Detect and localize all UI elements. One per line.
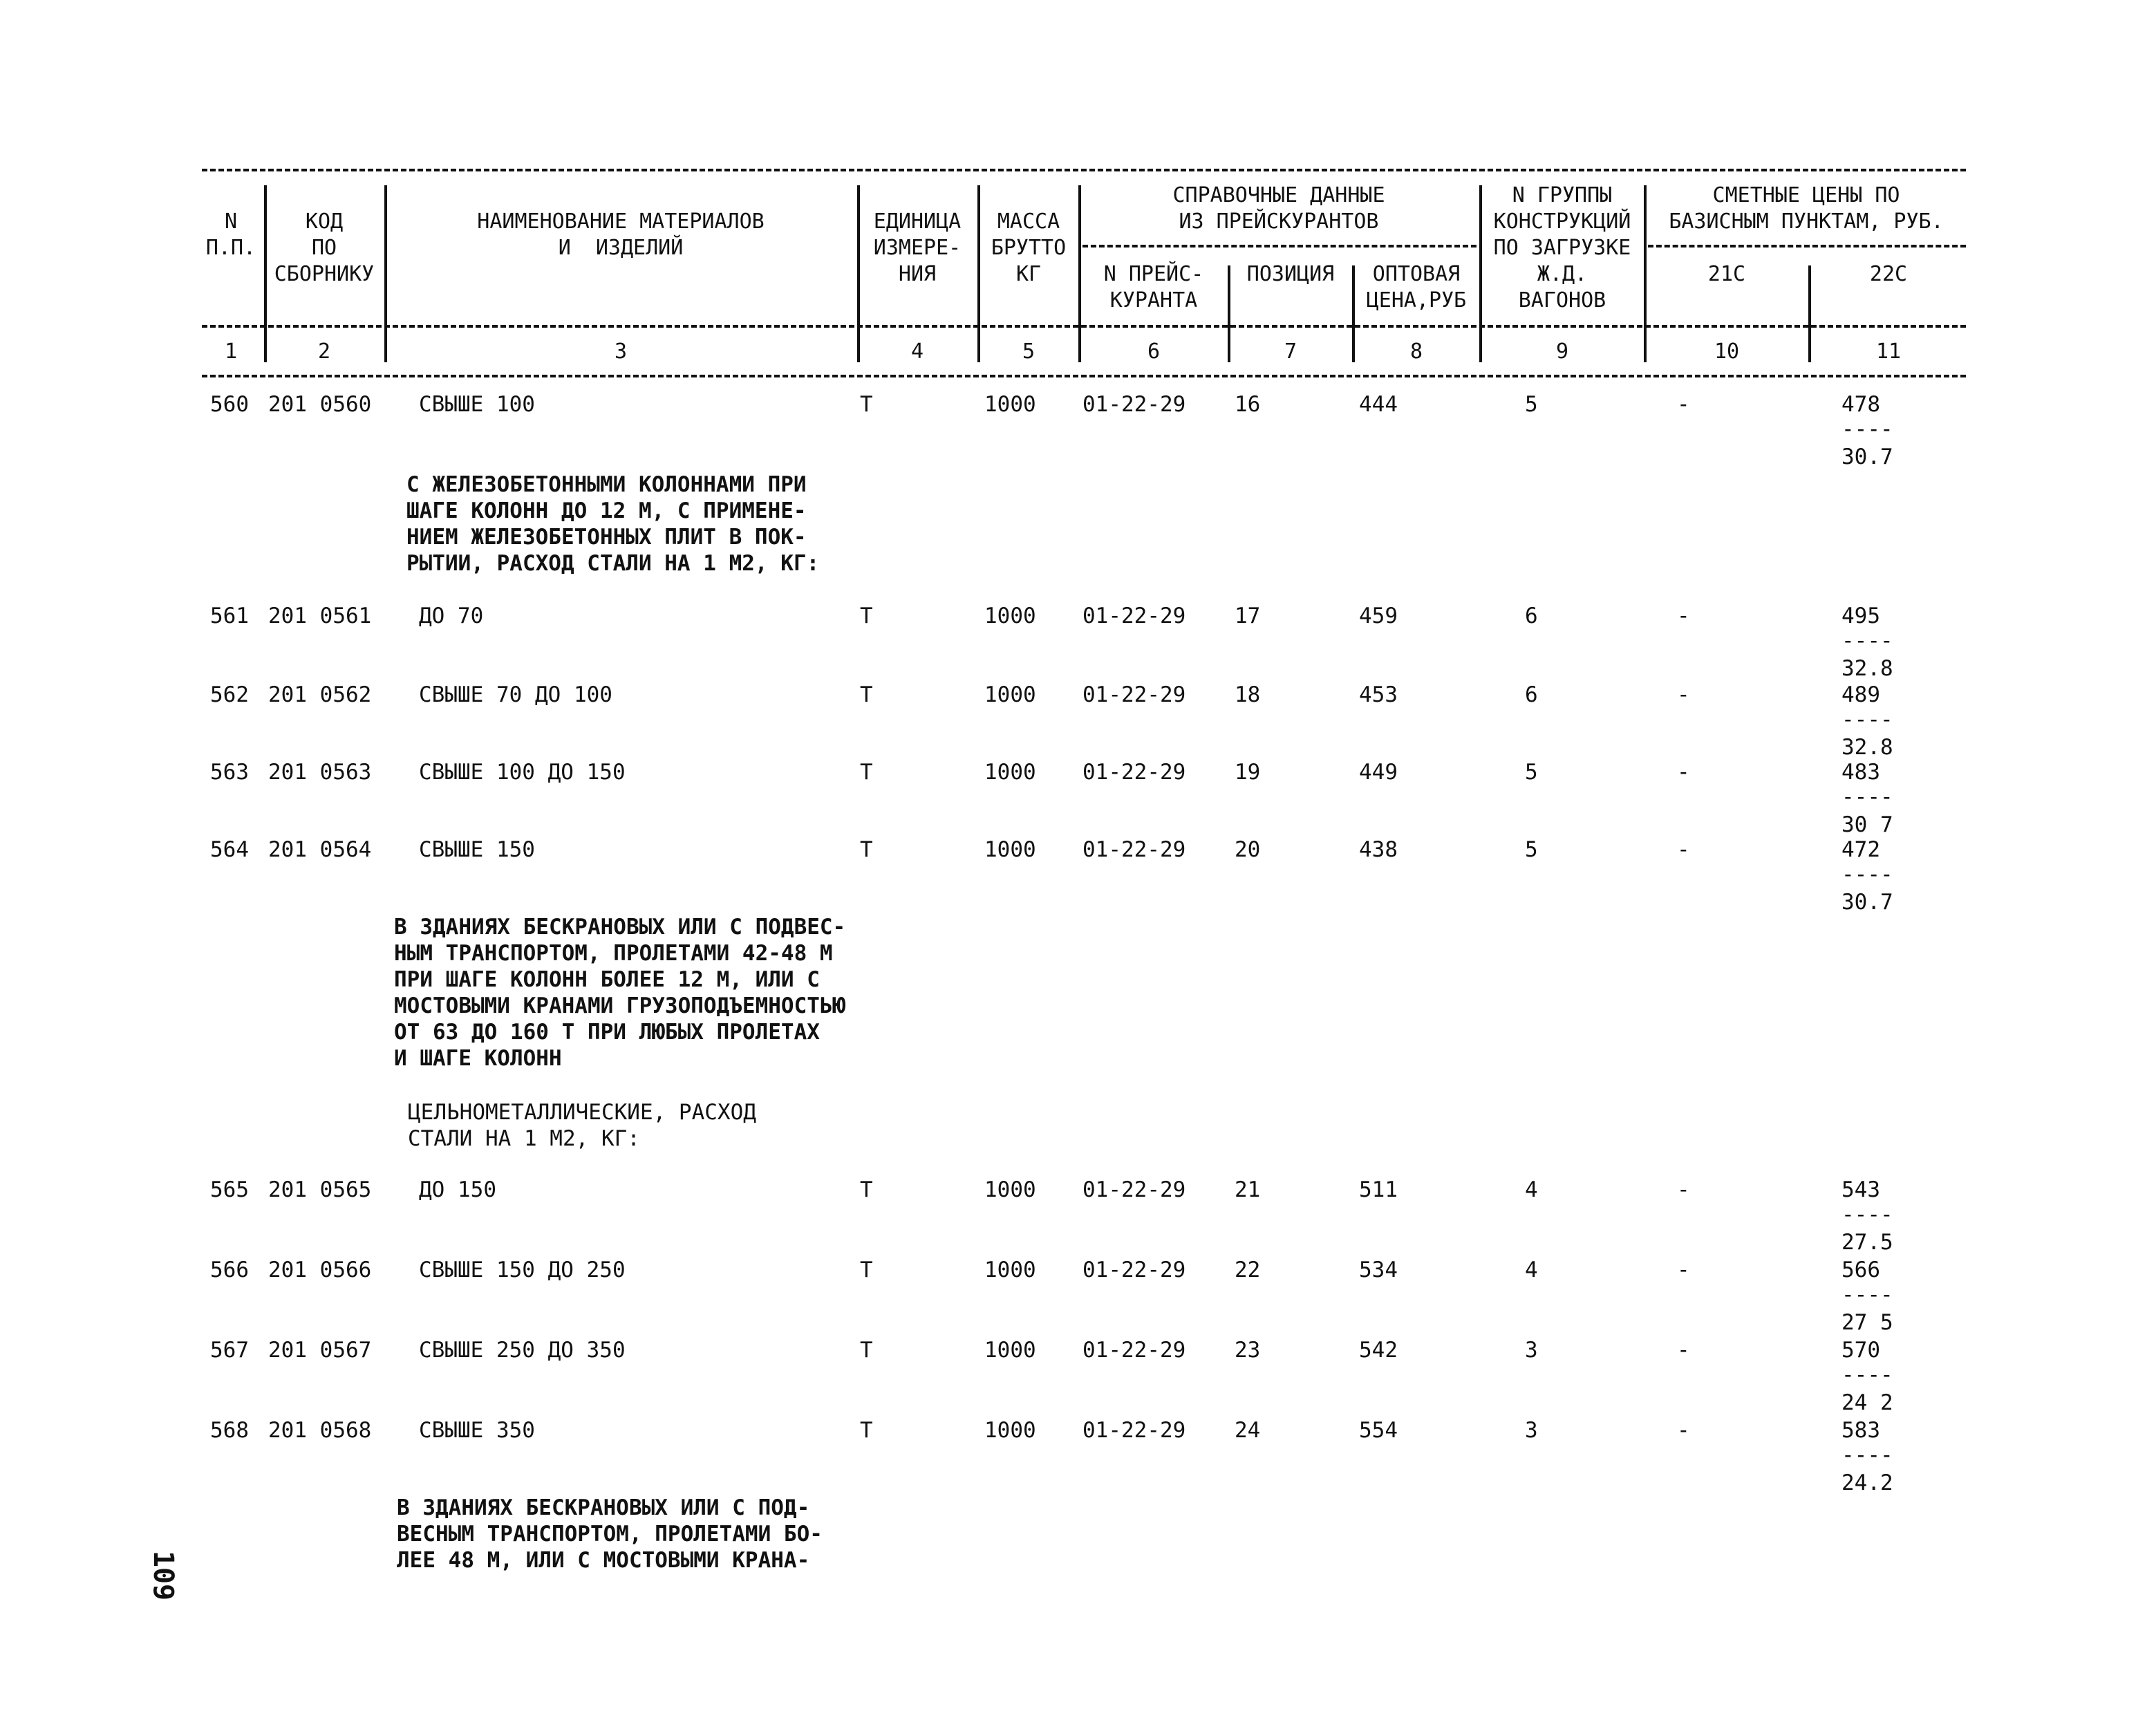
- cell-name: СВЫШЕ 350: [419, 1418, 535, 1443]
- note-line: СТАЛИ НА 1 М2, КГ:: [408, 1126, 640, 1151]
- colnum-3: 3: [614, 339, 628, 364]
- cell-code: 201 0565: [268, 1177, 372, 1202]
- cell-mass: 1000: [984, 837, 1036, 862]
- cell-wholesale-price: 511: [1359, 1177, 1398, 1202]
- cell-price-22c-sep: ----: [1841, 417, 1893, 442]
- cell-price-22c-sep: ----: [1841, 628, 1893, 653]
- cell-group: 4: [1525, 1177, 1538, 1202]
- note-line: ОТ 63 ДО 160 Т ПРИ ЛЮБЫХ ПРОЛЕТАХ: [394, 1020, 820, 1045]
- hdr-group-2: КОНСТРУКЦИЙ: [1493, 209, 1631, 234]
- cell-price-22c-sep: ----: [1841, 707, 1893, 732]
- cell-name: СВЫШЕ 100 ДО 150: [419, 760, 626, 785]
- note-line: НЫМ ТРАНСПОРТОМ, ПРОЛЕТАМИ 42-48 М: [394, 941, 833, 966]
- hdr-group-4: Ж.Д.: [1537, 262, 1588, 286]
- cell-name: ДО 70: [419, 604, 484, 628]
- cell-mass: 1000: [984, 682, 1036, 707]
- cell-code: 201 0567: [268, 1338, 372, 1363]
- cell-price-22c: 483: [1841, 760, 1880, 785]
- colnum-1: 1: [224, 339, 238, 364]
- cell-code: 201 0568: [268, 1418, 372, 1443]
- cell-price-21c: -: [1677, 1338, 1690, 1363]
- cell-price-21c: -: [1677, 682, 1690, 707]
- cell-position: 20: [1235, 837, 1261, 862]
- hdr-pos: ПОЗИЦИЯ: [1246, 262, 1335, 286]
- cell-price-21c: -: [1677, 837, 1690, 862]
- cell-price-22c: 583: [1841, 1418, 1880, 1443]
- cell-group: 3: [1525, 1338, 1538, 1363]
- colnum-10: 10: [1714, 339, 1740, 364]
- cell-name: СВЫШЕ 150: [419, 837, 535, 862]
- hdr-ref-rule: [1082, 245, 1477, 248]
- cell-pricelist: 01-22-29: [1082, 604, 1186, 628]
- cell-position: 19: [1235, 760, 1261, 785]
- cell-price-22c-sub: 27.5: [1841, 1230, 1893, 1255]
- cell-position: 21: [1235, 1177, 1261, 1202]
- colnum-9: 9: [1555, 339, 1569, 364]
- cell-price-21c: -: [1677, 760, 1690, 785]
- hdr-price-1: ОПТОВАЯ: [1372, 262, 1461, 286]
- cell-unit: Т: [860, 392, 873, 417]
- colnum-5: 5: [1022, 339, 1035, 364]
- hdr-n-2: П.П.: [205, 236, 256, 260]
- hdr-22c: 22С: [1869, 262, 1908, 286]
- cell-price-22c-sep: ----: [1841, 1282, 1893, 1307]
- hdr-group-1: N ГРУППЫ: [1512, 183, 1613, 207]
- hdr-code-2: ПО: [311, 236, 337, 260]
- cell-unit: Т: [860, 682, 873, 707]
- header-top-rule: [202, 169, 1966, 171]
- colnum-6: 6: [1147, 339, 1161, 364]
- cell-group: 4: [1525, 1258, 1538, 1282]
- cell-pricelist: 01-22-29: [1082, 1338, 1186, 1363]
- header-bottom-rule: [202, 375, 1966, 377]
- note-line: ЦЕЛЬНОМЕТАЛЛИЧЕСКИЕ, РАСХОД: [408, 1100, 756, 1125]
- cell-n: 566: [210, 1258, 249, 1282]
- cell-price-22c-sub: 30.7: [1841, 445, 1893, 469]
- cell-wholesale-price: 438: [1359, 837, 1398, 862]
- cell-name: СВЫШЕ 150 ДО 250: [419, 1258, 626, 1282]
- cell-name: ДО 150: [419, 1177, 496, 1202]
- cell-group: 5: [1525, 837, 1538, 862]
- cell-mass: 1000: [984, 1177, 1036, 1202]
- colnum-4: 4: [910, 339, 924, 364]
- cell-pricelist: 01-22-29: [1082, 682, 1186, 707]
- hdr-price-2: ЦЕНА,РУБ: [1366, 288, 1467, 312]
- cell-mass: 1000: [984, 1258, 1036, 1282]
- hdr-pricelist-2: КУРАНТА: [1109, 288, 1198, 312]
- cell-position: 24: [1235, 1418, 1261, 1443]
- note-line: МОСТОВЫМИ КРАНАМИ ГРУЗОПОДЪЕМНОСТЬЮ: [394, 993, 846, 1018]
- cell-price-22c: 570: [1841, 1338, 1880, 1363]
- note-line: ЛЕЕ 48 М, ИЛИ С МОСТОВЫМИ КРАНА-: [397, 1548, 810, 1573]
- cell-price-22c: 489: [1841, 682, 1880, 707]
- hdr-ref-1: СПРАВОЧНЫЕ ДАННЫЕ: [1172, 183, 1385, 207]
- hdr-unit-3: НИЯ: [898, 262, 937, 286]
- cell-n: 560: [210, 392, 249, 417]
- cell-mass: 1000: [984, 392, 1036, 417]
- cell-position: 16: [1235, 392, 1261, 417]
- cell-wholesale-price: 459: [1359, 604, 1398, 628]
- page-number: 109: [147, 1550, 180, 1601]
- cell-pricelist: 01-22-29: [1082, 760, 1186, 785]
- cell-wholesale-price: 534: [1359, 1258, 1398, 1282]
- hdr-mass-1: МАССА: [997, 209, 1060, 234]
- cell-price-22c-sub: 32.8: [1841, 735, 1893, 760]
- cell-n: 567: [210, 1338, 249, 1363]
- cell-wholesale-price: 453: [1359, 682, 1398, 707]
- note-line: В ЗДАНИЯХ БЕСКРАНОВЫХ ИЛИ С ПОДВЕС-: [394, 915, 846, 940]
- colnum-8: 8: [1409, 339, 1423, 364]
- cell-mass: 1000: [984, 760, 1036, 785]
- cell-unit: Т: [860, 1258, 873, 1282]
- hdr-code-3: СБОРНИКУ: [274, 262, 375, 286]
- cell-unit: Т: [860, 837, 873, 862]
- cell-price-22c-sep: ----: [1841, 862, 1893, 887]
- cell-price-21c: -: [1677, 1258, 1690, 1282]
- cell-price-22c-sub: 24 2: [1841, 1390, 1893, 1415]
- cell-group: 5: [1525, 392, 1538, 417]
- cell-price-22c: 472: [1841, 837, 1880, 862]
- cell-group: 5: [1525, 760, 1538, 785]
- hdr-unit-2: ИЗМЕРЕ-: [873, 236, 962, 260]
- cell-unit: Т: [860, 1418, 873, 1443]
- cell-wholesale-price: 542: [1359, 1338, 1398, 1363]
- hdr-ref-2: ИЗ ПРЕЙСКУРАНТОВ: [1179, 209, 1379, 234]
- cell-unit: Т: [860, 760, 873, 785]
- cell-pricelist: 01-22-29: [1082, 1418, 1186, 1443]
- cell-pricelist: 01-22-29: [1082, 837, 1186, 862]
- note-line: ШАГЕ КОЛОНН ДО 12 М, С ПРИМЕНЕ-: [406, 498, 807, 523]
- hdr-code-1: КОД: [305, 209, 344, 234]
- cell-mass: 1000: [984, 1338, 1036, 1363]
- cell-group: 6: [1525, 682, 1538, 707]
- hdr-prices-1: СМЕТНЫЕ ЦЕНЫ ПО: [1712, 183, 1900, 207]
- hdr-pricelist-1: N ПРЕЙС-: [1103, 262, 1204, 286]
- cell-code: 201 0560: [268, 392, 372, 417]
- cell-wholesale-price: 554: [1359, 1418, 1398, 1443]
- hdr-unit-1: ЕДИНИЦА: [873, 209, 962, 234]
- cell-pricelist: 01-22-29: [1082, 392, 1186, 417]
- hdr-prices-2: БАЗИСНЫМ ПУНКТАМ, РУБ.: [1669, 209, 1944, 234]
- colnum-11: 11: [1875, 339, 1902, 364]
- cell-position: 23: [1235, 1338, 1261, 1363]
- note-line: ПРИ ШАГЕ КОЛОНН БОЛЕЕ 12 М, ИЛИ С: [394, 967, 820, 992]
- cell-position: 18: [1235, 682, 1261, 707]
- cell-position: 17: [1235, 604, 1261, 628]
- colnum-7: 7: [1284, 339, 1297, 364]
- cell-price-22c-sub: 32.8: [1841, 656, 1893, 681]
- cell-price-21c: -: [1677, 392, 1690, 417]
- cell-pricelist: 01-22-29: [1082, 1177, 1186, 1202]
- cell-price-22c-sub: 24.2: [1841, 1470, 1893, 1495]
- cell-name: СВЫШЕ 250 ДО 350: [419, 1338, 626, 1363]
- cell-group: 3: [1525, 1418, 1538, 1443]
- hdr-n-1: N: [224, 209, 238, 234]
- hdr-group-5: ВАГОНОВ: [1518, 288, 1606, 312]
- cell-unit: Т: [860, 1338, 873, 1363]
- cell-n: 565: [210, 1177, 249, 1202]
- note-line: И ШАГЕ КОЛОНН: [394, 1046, 562, 1071]
- hdr-prices-rule: [1648, 245, 1966, 248]
- note-line: НИЕМ ЖЕЛЕЗОБЕТОННЫХ ПЛИТ В ПОК-: [406, 525, 807, 550]
- note-line: В ЗДАНИЯХ БЕСКРАНОВЫХ ИЛИ С ПОД-: [397, 1495, 810, 1520]
- cell-price-22c: 495: [1841, 604, 1880, 628]
- cell-price-22c-sep: ----: [1841, 1443, 1893, 1468]
- cell-wholesale-price: 444: [1359, 392, 1398, 417]
- note-line: С ЖЕЛЕЗОБЕТОННЫМИ КОЛОННАМИ ПРИ: [406, 472, 807, 497]
- hdr-group-3: ПО ЗАГРУЗКЕ: [1493, 236, 1631, 260]
- hdr-name-1: НАИМЕНОВАНИЕ МАТЕРИАЛОВ: [477, 209, 765, 234]
- cell-name: СВЫШЕ 100: [419, 392, 535, 417]
- cell-price-22c-sub: 30.7: [1841, 890, 1893, 915]
- cell-group: 6: [1525, 604, 1538, 628]
- header-mid-rule: [202, 325, 1966, 328]
- cell-wholesale-price: 449: [1359, 760, 1398, 785]
- cell-unit: Т: [860, 604, 873, 628]
- cell-n: 561: [210, 604, 249, 628]
- cell-mass: 1000: [984, 1418, 1036, 1443]
- cell-mass: 1000: [984, 604, 1036, 628]
- cell-n: 562: [210, 682, 249, 707]
- cell-price-22c-sep: ----: [1841, 785, 1893, 810]
- cell-price-22c-sep: ----: [1841, 1202, 1893, 1227]
- cell-code: 201 0563: [268, 760, 372, 785]
- cell-code: 201 0561: [268, 604, 372, 628]
- cell-n: 564: [210, 837, 249, 862]
- cell-price-21c: -: [1677, 604, 1690, 628]
- cell-price-22c-sep: ----: [1841, 1363, 1893, 1388]
- hdr-name-2: И ИЗДЕЛИЙ: [558, 236, 684, 260]
- cell-code: 201 0562: [268, 682, 372, 707]
- cell-price-22c: 543: [1841, 1177, 1880, 1202]
- cell-name: СВЫШЕ 70 ДО 100: [419, 682, 612, 707]
- cell-price-21c: -: [1677, 1177, 1690, 1202]
- cell-n: 568: [210, 1418, 249, 1443]
- cell-n: 563: [210, 760, 249, 785]
- hdr-mass-3: КГ: [1015, 262, 1042, 286]
- cell-price-22c: 478: [1841, 392, 1880, 417]
- cell-price-21c: -: [1677, 1418, 1690, 1443]
- note-line: РЫТИИ, РАСХОД СТАЛИ НА 1 М2, КГ:: [406, 551, 820, 576]
- cell-price-22c-sub: 27 5: [1841, 1310, 1893, 1335]
- cell-pricelist: 01-22-29: [1082, 1258, 1186, 1282]
- cell-code: 201 0566: [268, 1258, 372, 1282]
- cell-price-22c: 566: [1841, 1258, 1880, 1282]
- colnum-2: 2: [317, 339, 331, 364]
- hdr-mass-2: БРУТТО: [991, 236, 1067, 260]
- hdr-21c: 21С: [1707, 262, 1746, 286]
- cell-unit: Т: [860, 1177, 873, 1202]
- cell-position: 22: [1235, 1258, 1261, 1282]
- cell-price-22c-sub: 30 7: [1841, 812, 1893, 837]
- cell-code: 201 0564: [268, 837, 372, 862]
- note-line: ВЕСНЫМ ТРАНСПОРТОМ, ПРОЛЕТАМИ БО-: [397, 1522, 823, 1547]
